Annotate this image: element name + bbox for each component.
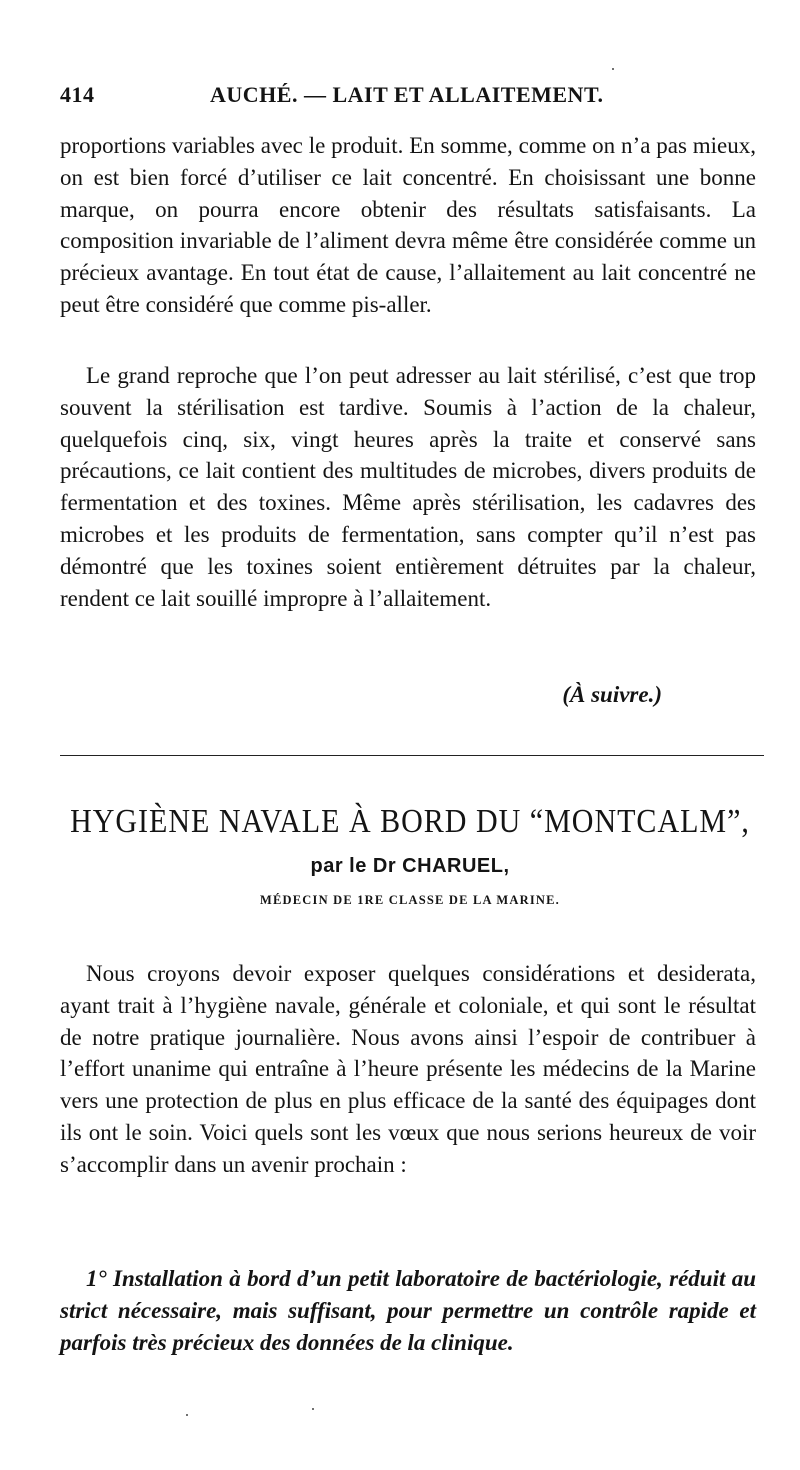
paragraph-text: 1° Installation à bord d’un petit laboratoire de bactériologie, réduit au strict nécessaire, mais suffisant, pour permettre un contrôle rapide et parfois très précieux des données de la clinique. [60,1266,756,1355]
paragraph-text: Nous croyons devoir exposer quelques considérations et desiderata, ayant trait à l’hygiène navale, générale et coloniale, et qui sont le résultat de notre pratique journalière. Nous avons ainsi l’espoir de contribuer à l’effort unanime qui entraîne à l’heure présente les médecins de la Marine vers une protection de plus en plus efficace de la santé des équipages dont ils ont le soin. Voici quels sont les vœux que nous serions heureux de voir s’accomplir dans un avenir prochain : [60,961,756,1177]
section-divider [60,755,764,756]
running-title: AUCHÉ. — LAIT ET ALLAITEMENT. [210,82,604,107]
paragraph-item-1 [60,1263,756,1358]
paragraph-sterilized-milk [60,360,756,614]
author-byline: par le Dr CHARUEL, [310,855,510,877]
print-speck [312,1408,314,1410]
print-speck [186,1414,188,1416]
paragraph-continuation [60,130,756,321]
author-role: MÉDECIN DE 1RE CLASSE DE LA MARINE. [259,893,561,907]
paragraph-text: Le grand reproche que l’on peut adresser au lait stérilisé, c’est que trop souvent la stérilisation est tardive. Soumis à l’action de la chaleur, quelquefois cinq, six, vingt heures après la traite et conservé sans précautions, ce lait contient des multitudes de microbes, divers produits de fermentation et des toxines. Même après stérilisation, les cadavres des microbes et les produits de fermentation, sans compter qu’il n’est pas démontré que les toxines soient entièrement détruites par la chaleur, rendent ce lait souillé impropre à l’allaitement. [60,363,756,611]
article-title: HYGIÈNE NAVALE À BORD DU “MONTCALM”, [70,802,750,840]
continued-note-text: (À suivre.) [562,682,662,707]
running-header [60,82,760,112]
paragraph-intro [60,958,756,1181]
print-speck [612,68,614,70]
paragraph-text: proportions variables avec le produit. En somme, comme on n’a pas mieux, on est bien forcé d’utiliser ce lait concentré. En choisissant une bonne marque, on pourra encore obtenir des résultats satisfaisants. La composition invariable de l’aliment devra même être considérée comme un précieux avantage. En tout état de cause, l’allaitement au lait concentré ne peut être considéré que comme pis-aller. [60,133,756,317]
page-number: 414 [60,82,95,107]
continued-note [562,682,662,708]
